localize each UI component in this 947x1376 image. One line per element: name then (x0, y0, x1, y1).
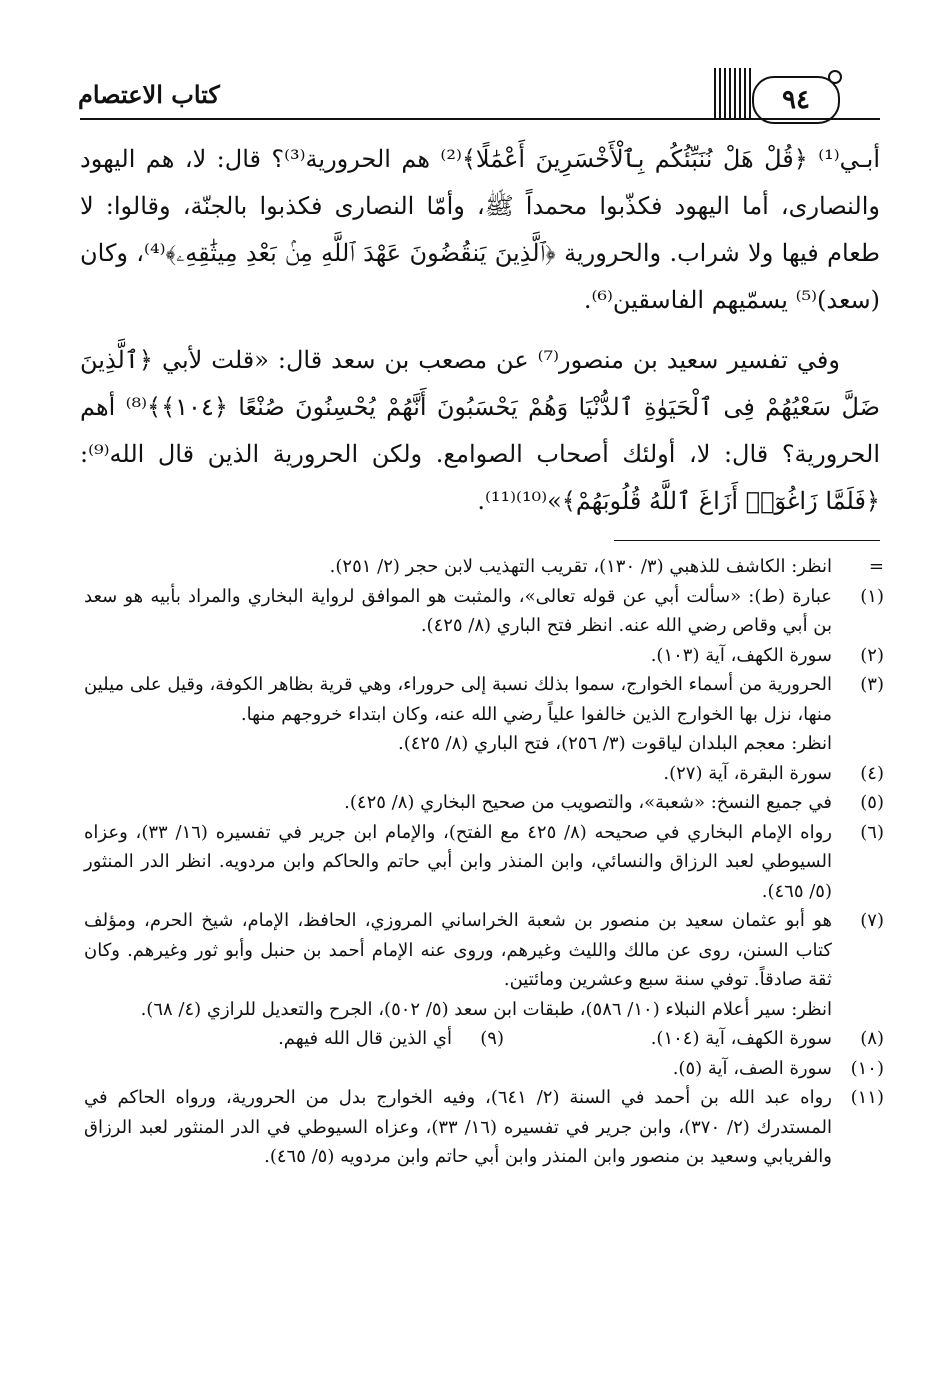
footnote-label: (٨) (860, 1028, 884, 1049)
footnote-10 (84, 1054, 884, 1084)
header-rule (80, 118, 880, 120)
main-text (80, 136, 880, 525)
footnote-label: (١) (860, 585, 884, 607)
main-paragraph: أبـي⁽¹⁾ ﴿قُلْ هَلْ نُنَبِّئُكُم بِٱلْأَخْسَرِينَ أَعْمَٰلًا﴾⁽²⁾ هم الحرورية⁽³⁾؟ قال: لا، هم اليهود والنصارى، أما اليهود فكذّبوا محمداً ﷺ، وأمّا النصارى فكذبوا بالجنّة، وقالوا: لا طعام فيها ولا شراب. والحرورية ﴿ٱلَّذِينَ يَنقُضُونَ عَهْدَ ٱللَّهِ مِنۢ بَعْدِ مِيثَٰقِهِۦ﴾⁽⁴⁾، وكان (سعد)⁽⁵⁾ يسمّيهم الفاسقين⁽⁶⁾. (80, 145, 880, 314)
footnote-text: الحرورية من أسماء الخوارج، سموا بذلك نسبة إلى حروراء، وهي قرية بظاهر الكوفة، وقيل على ميلين منها، نزل بها الخوارج الذين خالفوا علياً رضي الله عنه، وكان ابتداء خروجهم منها. (84, 674, 832, 725)
header-ornament-curl (828, 70, 842, 84)
footnote-text: رواه الإمام البخاري في صحيحه (٨/ ٤٢٥ مع الفتح)، والإمام ابن جرير في تفسيره (١٦/ ٣٣)، وعزاه السيوطي لعبد الرزاق والنسائي، وابن المنذر وابن أبي حاتم والحاكم وابن مردويه. انظر الدر المنثور (٥/ ٤٦٥). (84, 821, 832, 902)
footnote-text: في جميع النسخ: «شعبة»، والتصويب من صحيح البخاري (٨/ ٤٢٥). (344, 792, 832, 813)
footnote-label: (١٠) (850, 1057, 884, 1079)
running-title: كتاب الاعتصام (78, 80, 220, 109)
footnote-4 (84, 759, 884, 789)
footnote-label: (٩) (480, 1028, 504, 1049)
footnote-label: (٤) (860, 762, 884, 784)
footnote-1 (84, 582, 884, 641)
footnote-5 (84, 788, 884, 818)
footnote-label: (٢) (860, 644, 884, 666)
footnote-text: سورة الكهف، آية (١٠٣). (650, 644, 832, 666)
footnote-label: (١١) (850, 1087, 884, 1108)
page-number: ٩٤ (782, 85, 810, 115)
page-number-badge (752, 76, 840, 124)
footnote-label: (٦) (860, 821, 884, 843)
footnotes (84, 552, 884, 1172)
footnote-label: (٥) (860, 792, 884, 813)
footnote-text: سورة البقرة، آية (٢٧). (663, 762, 832, 784)
footnote-text: أي الذين قال الله فيهم. (278, 1028, 452, 1049)
footnote-11 (84, 1083, 884, 1172)
footnote-2 (84, 641, 884, 671)
footnote-text: انظر: الكاشف للذهبي (٣/ ١٣٠)، تقريب التهذيب لابن حجر (٢/ ٢٥١). (329, 556, 832, 577)
footnote-text: عبارة (ط): «سألت أبي عن قوله تعالى»، والمثبت هو الموافق لرواية البخاري والمراد بأبيه هو سعد بن أبي وقاص رضي الله عنه. انظر فتح الباري (٨/ ٤٢٥). (84, 585, 832, 636)
footnote-3-reference: انظر: معجم البلدان لياقوت (٣/ ٢٥٦)، فتح الباري (٨/ ٤٢٥). (398, 733, 832, 754)
footnote-text: سورة الصف، آية (٥). (672, 1057, 832, 1079)
footnote-8 (504, 1024, 884, 1054)
footnote-text: سورة الكهف، آية (١٠٤). (650, 1028, 832, 1049)
footnote-7 (84, 906, 884, 995)
footnote-label: (٣) (860, 674, 884, 695)
footnote-7-reference: انظر: سير أعلام النبلاء (١٠/ ٥٨٦)، طبقات ابن سعد (٥/ ٥٠٢)، الجرح والتعديل للرازي (٤/ ٦٨). (140, 998, 832, 1020)
footnote-separator (614, 540, 880, 541)
footnote-pair-8-9 (84, 1024, 884, 1054)
footnote-text: رواه عبد الله بن أحمد في السنة (٢/ ٦٤١)، وفيه الخوارج بدل من الحرورية، ورواه الحاكم في المستدرك (٢/ ٣٧٠)، وابن جرير في تفسيره (١٦/ ٣٣)، وعزاه السيوطي في الدر المنثور لعبد الرزاق والفريابي وسعيد بن منصور وابن المنذر وابن أبي حاتم وابن مردويه (٥/ ٤٦٥). (84, 1087, 832, 1167)
footnote-3 (84, 670, 884, 729)
footnote-label: (٧) (860, 910, 884, 931)
footnote-label: = (868, 556, 884, 577)
footnote-text: هو أبو عثمان سعيد بن منصور بن شعبة الخراساني المروزي، الحافظ، الإمام، شيخ الحرم، ومؤلف كتاب السنن، روى عن مالك والليث وغيرهم، وروى عنه الإمام أحمد بن حنبل وأبو ثور وغيرهم. وكان ثقة صادقاً. توفي سنة سبع وعشرين ومائتين. (84, 910, 832, 990)
header-ornament-bars (714, 68, 754, 118)
main-paragraph: وفي تفسير سعيد بن منصور⁽⁷⁾ عن مصعب بن سعد قال: «قلت لأبي ﴿ٱلَّذِينَ ضَلَّ سَعْيُهُمْ فِى ٱلْحَيَوٰةِ ٱلدُّنْيَا وَهُمْ يَحْسَبُونَ أَنَّهُمْ يُحْسِنُونَ صُنْعًا ﴿١٠٤﴾﴾⁽⁸⁾ أهم الحرورية؟ قال: لا، أولئك أصحاب الصوامع. ولكن الحرورية الذين قال الله⁽⁹⁾: ﴿فَلَمَّا زَاغُوٓا۟ أَزَاغَ ٱللَّهُ قُلُوبَهُمْ﴾»⁽¹⁰⁾⁽¹¹⁾. (80, 346, 880, 515)
footnote-continuation (84, 552, 884, 582)
footnote-6 (84, 818, 884, 907)
footnote-9 (278, 1024, 504, 1054)
